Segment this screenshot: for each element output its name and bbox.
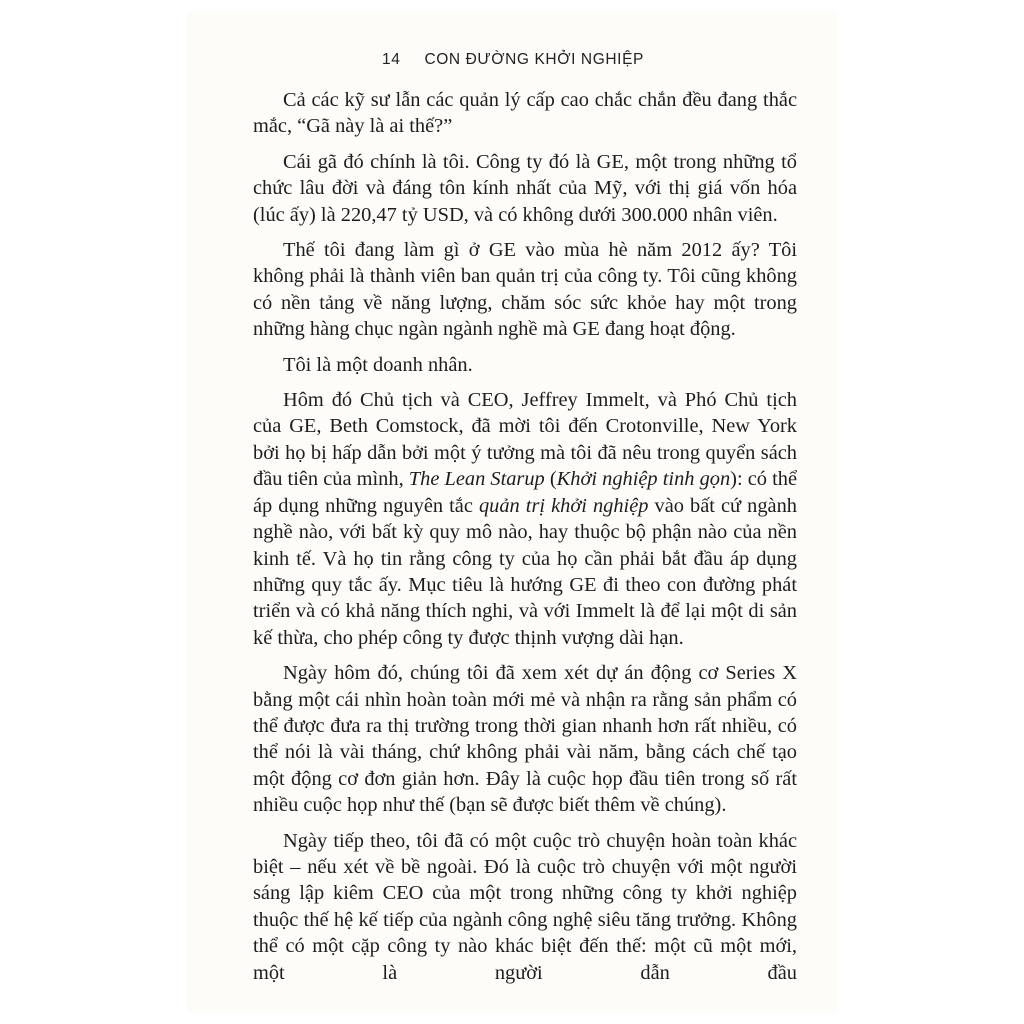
- page-header: [188, 51, 838, 69]
- page-body: [253, 87, 797, 986]
- paragraph-text: Hôm đó Chủ tịch và CEO, Jeffrey Immelt, và Phó Chủ tịch của GE, Beth Comstock, đã mời tôi đến Crotonville, New York bởi họ bị hấp dẫn bởi một ý tưởng mà tôi đã nêu trong quyển sách đầu tiên của mình,: [253, 389, 797, 491]
- book-title: The Lean Starup: [408, 468, 545, 491]
- book-title-vietnamese: Khởi nghiệp tinh gọn: [556, 468, 731, 491]
- paragraph: Cái gã đó chính là tôi. Công ty đó là GE, một trong những tổ chức lâu đời và đáng tôn kính nhất của Mỹ, với thị giá vốn hóa (lúc ấy) là 220,47 tỷ USD, và có không dưới 300.000 nhân viên.: [253, 150, 797, 226]
- paragraph: Ngày tiếp theo, tôi đã có một cuộc trò chuyện hoàn toàn khác biệt – nếu xét về bề ngoài. Đó là cuộc trò chuyện với một người sáng lập kiêm CEO của một trong những công ty khởi nghiệp thuộc thế hệ kế tiếp của ngành công nghệ siêu tăng trưởng. Không thể có một cặp công ty nào khác biệt đến thế: một cũ một mới, một là người dẫn đầu: [253, 829, 797, 984]
- paragraph-text: (: [544, 468, 557, 491]
- paragraph: Ngày hôm đó, chúng tôi đã xem xét dự án động cơ Series X bằng một cái nhìn hoàn toàn mới mẻ và nhận ra rằng sản phẩm có thể được đưa ra thị trường trong thời gian nhanh hơn rất nhiều, có thể nói là vài tháng, chứ không phải vài năm, bằng cách chế tạo một động cơ đơn giản hơn. Đây là cuộc họp đầu tiên trong số rất nhiều cuộc họp như thế (bạn sẽ được biết thêm về chúng).: [253, 662, 797, 817]
- emphasis-term: quản trị khởi nghiệp: [478, 494, 649, 517]
- page-number: 14: [382, 51, 401, 68]
- book-page: [188, 12, 838, 1012]
- paragraph: [253, 387, 797, 651]
- paragraph: Cả các kỹ sư lẫn các quản lý cấp cao chắc chắn đều đang thắc mắc, “Gã này là ai thế?”: [253, 89, 797, 138]
- paragraph: Thế tôi đang làm gì ở GE vào mùa hè năm 2012 ấy? Tôi không phải là thành viên ban quản trị của công ty. Tôi cũng không có nền tảng về năng lượng, chăm sóc sức khỏe hay một trong những hàng chục ngàn ngành nghề mà GE đang hoạt động.: [253, 239, 797, 341]
- running-title: CON ĐƯỜNG KHỞI NGHIỆP: [424, 51, 644, 68]
- paragraph-text: vào bất cứ ngành nghề nào, với bất kỳ quy mô nào, hay thuộc bộ phận nào của nền kinh tế. Và họ tin rằng công ty của họ cần phải bắt đầu áp dụng những quy tắc ấy. Mục tiêu là hướng GE đi theo con đường phát triển và có khả năng thích nghi, và với Immelt là để lại một di sản kế thừa, cho phép công ty được thịnh vượng dài hạn.: [253, 494, 797, 649]
- paragraph-text: ): có thể áp dụng những nguyên tắc: [253, 468, 797, 517]
- paragraph: Tôi là một doanh nhân.: [283, 353, 473, 376]
